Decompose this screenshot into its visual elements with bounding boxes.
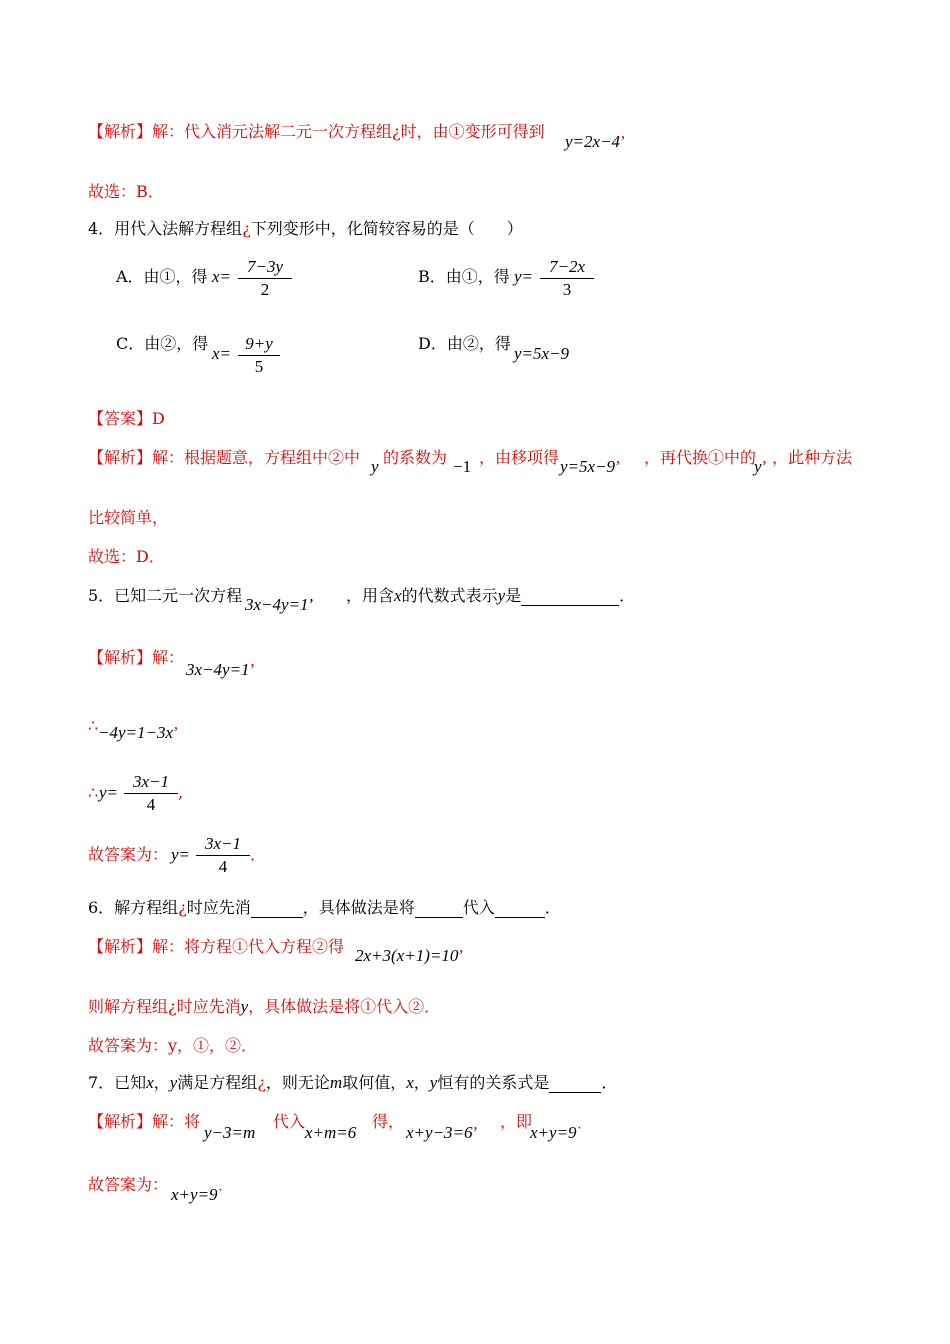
q4-analysis-substitute: ，再代换①中的 bbox=[644, 448, 757, 467]
q4-option-a-lhs: x= bbox=[212, 267, 232, 286]
q4-stem: 4．用代入法解方程组¿下列变形中，化简较容易的是（ ） bbox=[88, 219, 523, 238]
q6-stem: 6．解方程组¿时应先消 ，具体做法是将 代入 ． bbox=[88, 898, 561, 917]
q6-analysis-lead: 【解析】解：将方程①代入方程②得 bbox=[88, 937, 345, 956]
q7-equation-2: x+m=6 bbox=[305, 1123, 357, 1142]
q7-equation-3: x+y−3=6’ bbox=[406, 1123, 479, 1142]
therefore-symbol: ∴ bbox=[88, 716, 99, 735]
q5-analysis-lead: 【解析】解： bbox=[88, 648, 185, 667]
q3-choose: 故选：B． bbox=[88, 182, 164, 201]
q7-stem: 7．已知x，y满足方程组¿，则无论m取何值，x，y恒有的关系式是 ． bbox=[88, 1073, 618, 1092]
therefore-symbol: ∴ bbox=[88, 783, 99, 802]
q4-choose: 故选：D． bbox=[88, 547, 165, 566]
q5-step-3-fraction: 3x−1 4 bbox=[124, 772, 178, 815]
q5-step-3-lhs: y= bbox=[99, 783, 119, 802]
q4-analysis-coef: −1 bbox=[453, 457, 472, 476]
q7-equation-1: y−3=m bbox=[204, 1123, 256, 1142]
q3-analysis: 【解析】解：代入消元法解二元一次方程组¿时，由①变形可得到 bbox=[88, 122, 545, 141]
q4-option-c-fraction: 9+y 5 bbox=[238, 334, 280, 377]
q4-option-c-label: C．由②，得 bbox=[116, 334, 209, 353]
q5-step-1: 3x−4y=1’ bbox=[186, 660, 256, 679]
q7-answer-lead: 故答案为： bbox=[88, 1175, 169, 1194]
q6-blank-3[interactable] bbox=[495, 901, 545, 918]
q4-analysis-method: ，此种方法 bbox=[772, 448, 853, 467]
missing-brace-glyph: ¿ bbox=[392, 122, 401, 141]
q4-analysis-coef-text: 的系数为 bbox=[383, 448, 448, 467]
q4-analysis-simple: 比较简单， bbox=[88, 508, 169, 527]
q5-answer-end: ． bbox=[250, 845, 267, 864]
q4-answer: 【答案】D bbox=[88, 409, 165, 428]
q4-analysis-y2: y’ bbox=[754, 457, 768, 476]
q4-analysis-move: ，由移项得 bbox=[479, 448, 560, 467]
q4-option-b-lhs: y= bbox=[514, 267, 534, 286]
q7-answer-blank[interactable] bbox=[549, 1076, 601, 1093]
q7-word-get: 得， bbox=[372, 1112, 405, 1131]
q7-analysis-lead: 【解析】解：将 bbox=[88, 1112, 201, 1131]
q3-analysis-equation: y=2x−4’ bbox=[565, 132, 626, 151]
q5-stem-equation: 3x−4y=1’ bbox=[245, 595, 315, 614]
q7-word-namely: ，即 bbox=[500, 1112, 533, 1131]
q4-option-d-equation: y=5x−9 bbox=[514, 344, 570, 363]
q4-option-b-fraction: 7−2x 3 bbox=[540, 257, 594, 300]
q4-option-d-label: D．由②，得 bbox=[418, 334, 511, 353]
q6-analysis-equation: 2x+3(x+1)=10’ bbox=[355, 946, 464, 965]
q5-answer-lead: 故答案为： bbox=[88, 845, 169, 864]
q4-analysis-lead: 【解析】解：根据题意，方程组中②中 bbox=[88, 448, 361, 467]
q5-stem: 5．已知二元一次方程 bbox=[88, 586, 243, 605]
q6-blank-1[interactable] bbox=[251, 901, 303, 918]
q5-answer-fraction: 3x−1 4 bbox=[196, 834, 250, 877]
q5-answer-lhs: y= bbox=[171, 845, 191, 864]
q4-option-a-fraction: 7−3y 2 bbox=[238, 257, 292, 300]
q4-option-a-label: A．由①，得 bbox=[116, 267, 208, 286]
missing-brace-glyph: ¿ bbox=[178, 898, 187, 917]
q4-option-b-label: B．由①，得 bbox=[418, 267, 510, 286]
q6-analysis-conclusion: 则解方程组¿时应先消y，具体做法是将①代入②． bbox=[88, 997, 441, 1016]
q7-answer-equation: x+y=9˙ bbox=[171, 1185, 224, 1204]
q6-blank-2[interactable] bbox=[415, 901, 463, 918]
q7-word-substitute: 代入 bbox=[273, 1112, 306, 1131]
q5-stem-rest: ，用含x的代数式表示y是 ． bbox=[346, 586, 636, 605]
q4-analysis-equation: y=5x−9’ bbox=[560, 457, 621, 476]
q5-answer-blank[interactable] bbox=[521, 589, 619, 606]
q5-step-3-comma: , bbox=[178, 783, 184, 802]
missing-brace-glyph: ¿ bbox=[242, 219, 251, 238]
q4-analysis-y: y bbox=[371, 457, 379, 476]
missing-brace-glyph: ¿ bbox=[257, 1073, 266, 1092]
q6-answer: 故答案为：y，①，②． bbox=[88, 1036, 258, 1055]
q7-equation-4: x+y=9˙ bbox=[530, 1123, 583, 1142]
q4-option-c-lhs: x= bbox=[212, 344, 232, 363]
q5-step-2: −4y=1−3x’ bbox=[98, 723, 179, 742]
